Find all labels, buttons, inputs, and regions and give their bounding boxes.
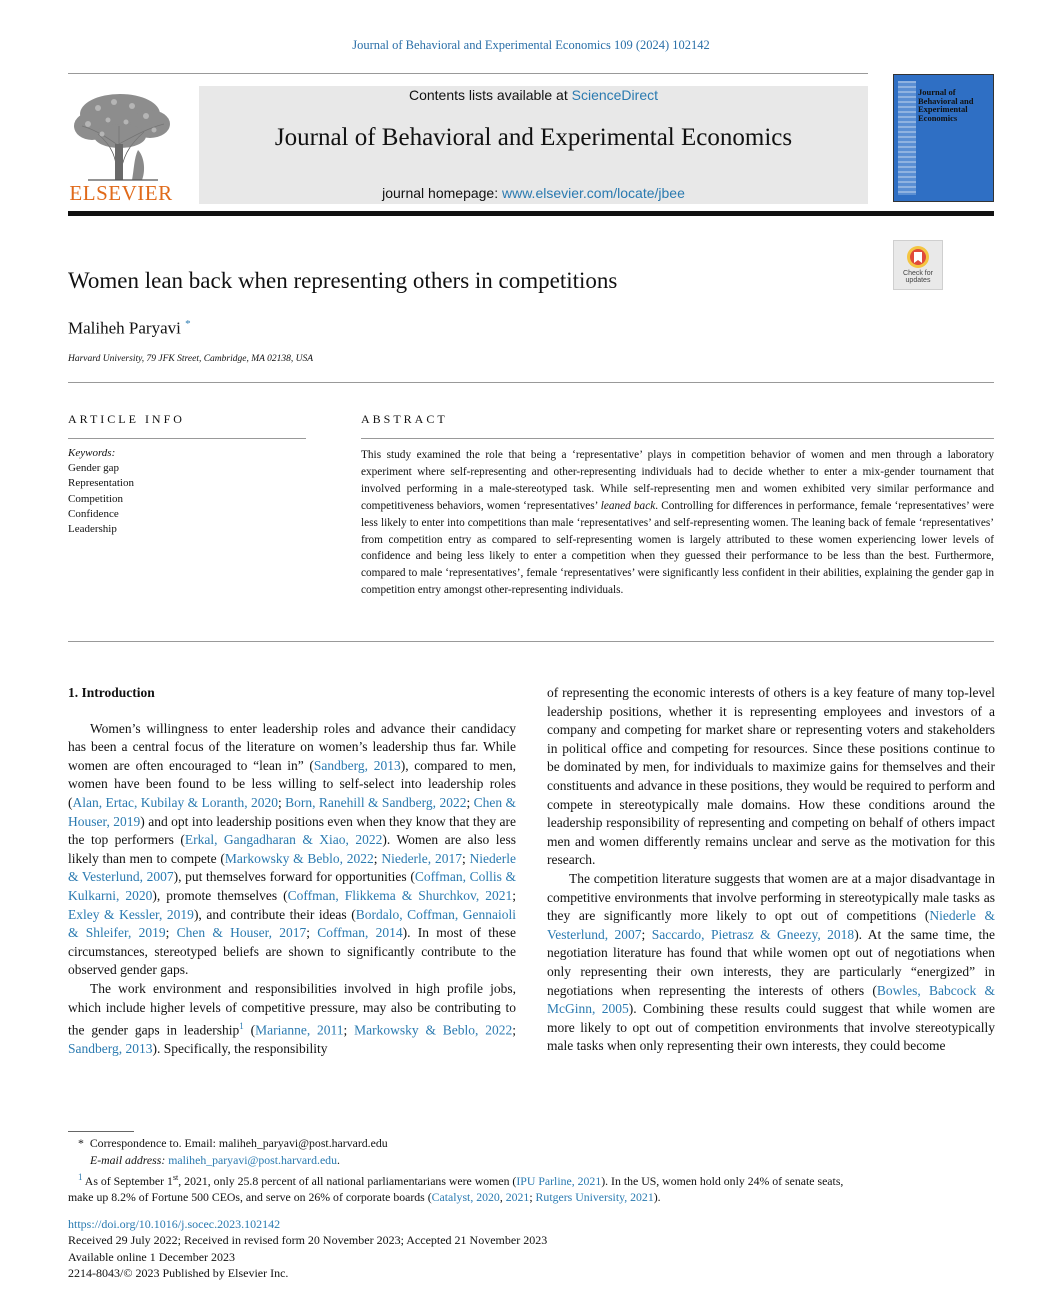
footnote-1-continued: make up 8.2% of Fortune 500 CEOs, and serve on 26% of corporate boards (Catalyst, 2020, 2021; Rutgers University, 2021). [68,1190,661,1205]
intro-paragraph-3: of representing the economic interests of others is a key feature of many top-level leadership positions, whether it is representing employees and investors of a company and competing for market share or representing voters and stakeholders in political office and competing for resources. Since these positions continue to be dominated by men, for individuals to maximize gains for themselves and their constituents and advance in these positions, they would be required to perform and compete in stereotypically male domains. How these conditions around the leadership responsibility of representing and competing on behalf of others impact men and women differently remains unclear and serve as the motivation for this research. [547,685,995,868]
citation-link[interactable]: Niederle, 2017 [381,850,462,866]
keywords-label: Keywords: [68,447,116,459]
keyword: Gender gap [68,462,120,475]
footnote-rule [68,1131,134,1132]
abstract-heading: ABSTRACT [361,412,448,426]
citation-link[interactable]: Coffman, 2014 [317,925,403,941]
keyword: Confidence [68,507,119,520]
abstract-text: This study examined the role that being a ‘representative’ plays in competition behavior of women and men through a laboratory experiment where self-representing and other-representing individuals had to decide whether to enter a mix-gender tournament that involved performing in a male-stereotyped task. While self-representing men and women exhibited very similar performance and competitiveness behaviors, women ‘representatives’ leaned back. Controlling for differences in performance, female ‘representatives’ were less likely to enter into competitions than male ‘representatives’ and self-representing women. The leaning back of female ‘representatives’ from competition entry as compared to self-representing women is largely attributed to these women experiencing lower levels of confidence and being less likely to enter a competition when they guessed their performance to be less than the best. Furthermore, compared to male ‘representatives’, female ‘representatives’ were significantly less confident in their abilities, explaining the gender gap in competition entry amongst other-representing individuals. [361,449,995,597]
check-updates-icon [905,244,931,270]
citation-link[interactable]: Sandberg, 2013 [68,1041,153,1057]
author-correspondence-mark[interactable]: * [185,318,191,330]
citation-link[interactable]: Alan, Ertac, Kubilay & Loranth, 2020 [72,794,279,810]
cover-title: Journal of Behavioral and Experimental Economics [918,87,974,123]
citation-link[interactable]: Niederle & Vesterlund, 2007 [547,908,995,942]
keyword: Leadership [68,523,117,536]
citation-link[interactable]: Markowsky & Beblo, 2022 [354,1022,513,1038]
journal-title: Journal of Behavioral and Experimental Economics [274,124,793,151]
body-column-right [547,684,995,1056]
footnote-email: E-mail address: maliheh_paryavi@post.harvard.edu. [90,1152,340,1167]
keyword: Competition [68,492,123,505]
footnotes [68,1135,994,1206]
copyright-line: 2214-8043/© 2023 Published by Elsevier Inc. [68,1265,289,1280]
citation-link[interactable]: Bordalo, Coffman, Gennaioli & Shleifer, 2019 [68,906,517,941]
journal-homepage-line: journal homepage: www.elsevier.com/locate/jbee [382,185,685,201]
article-info-rule [68,438,306,439]
citation-link[interactable]: Coffman, Collis & Kulkarni, 2020 [68,869,516,903]
intro-paragraph-4: The competition literature suggests that women are at a major disadvantage in competitive environments that involve performing in stereotypically male tasks as they are significantly more likely to opt out of competitions (Niederle & Vesterlund, 2007; Saccardo, Pietrasz & Gneezy, 2018). At the same time, the negotiation literature has found that while women opt out of negotiations when only representing their own interests, they are particularly “energized” in negotiations when representing the interests of others (Bowles, Babcock & McGinn, 2005). Combining these results could suggest that while women are more likely to opt out of competition environments that involve stereotypically male tasks when only representing their own interests, they could become [547,870,996,1054]
author-affiliation: Harvard University, 79 JFK Street, Cambridge, MA 02138, USA [68,354,314,364]
article-info-heading: ARTICLE INFO [68,412,185,426]
email-link[interactable]: maliheh_paryavi@post.harvard.edu [168,1152,337,1167]
masthead-top-rule [68,73,868,74]
received-dates: Received 29 July 2022; Received in revised form 20 November 2023; Accepted 21 November 2023 [68,1233,548,1248]
journal-cover-thumbnail[interactable] [893,74,994,202]
citation-link[interactable]: Exley & Kessler, 2019 [68,906,194,922]
citation-link[interactable]: Saccardo, Pietrasz & Gneezy, 2018 [651,926,855,942]
citation-link[interactable]: Erkal, Gangadharan & Xiao, 2022 [184,832,383,848]
citation-link[interactable]: Chen & Houser, 2017 [176,925,307,941]
divider [68,382,994,383]
article-title: Women lean back when representing others in competitions [68,268,618,293]
intro-paragraph-2: The work environment and responsibilities involved in high profile jobs, which include higher levels of competitive pressure, may also be contributing to the gender gaps in leadership$^1$ (Marianne, 2011; Markowsky & Beblo, 2022; Sandberg, 2013). Specifically, the responsibility [68,980,516,1057]
citation-link[interactable]: Catalyst, 2020 [431,1190,500,1205]
footnote-1: $^1$ As of September 1st, 2021, only 25.8 percent of all national parliamentarians were women (IPU Parline, 2021). In the US, women hold only 24% of senate seats, [78,1171,844,1188]
citation-link[interactable]: Marianne, 2011 [255,1022,344,1038]
citation-link[interactable]: Niederle & Vesterlund, 2007 [68,850,516,885]
citation-link[interactable]: 2021 [505,1190,530,1205]
footnote-marker[interactable]: 1 [239,1021,244,1032]
elsevier-wordmark[interactable]: ELSEVIER [69,181,173,205]
masthead-thick-rule [68,211,994,216]
doi-link[interactable]: https://doi.org/10.1016/j.socec.2023.102142 [68,1217,281,1231]
keyword: Representation [68,477,134,490]
check-updates-line1: Check for [903,270,933,277]
section-heading-introduction: 1. Introduction [68,685,155,700]
cover-pattern [898,81,916,195]
citation-link[interactable]: Markowsky & Beblo, 2022 [224,850,374,866]
citation-link[interactable]: Coffman, Flikkema & Shurchkov, 2021 [287,887,513,903]
body-column-left [68,684,516,1059]
author [68,318,191,339]
running-header[interactable]: Journal of Behavioral and Experimental Economics 109 (2024) 102142 [352,38,710,52]
abstract-emphasis: leaned back [600,499,656,512]
citation-link[interactable]: Bowles, Babcock & McGinn, 2005 [547,982,996,1017]
citation-link[interactable]: Chen & Houser, 2019 [68,794,516,829]
footnote-marker[interactable]: 1 [78,1171,83,1182]
footnote-correspondence: * Correspondence to. Email: maliheh_paryavi@post.harvard.edu [78,1136,388,1150]
sciencedirect-link[interactable]: ScienceDirect [571,87,658,103]
available-online-date: Available online 1 December 2023 [68,1249,236,1264]
article-history [68,1216,547,1281]
citation-link[interactable]: Rutgers University, 2021 [535,1190,654,1205]
keywords-list [68,446,306,537]
contents-available-line: Contents lists available at ScienceDirect [408,87,658,103]
journal-homepage-link[interactable]: www.elsevier.com/locate/jbee [502,185,685,201]
ordinal-suffix: st [172,1172,179,1182]
citation-link[interactable]: IPU Parline, 2021 [516,1173,602,1188]
citation-link[interactable]: Born, Ranehill & Sandberg, 2022 [285,794,467,810]
author-name: Maliheh Paryavi [68,318,181,338]
check-for-updates-button[interactable] [893,240,943,290]
check-updates-line2: updates [905,277,931,284]
divider [68,641,994,642]
citation-link[interactable]: Sandberg, 2013 [313,757,401,773]
abstract-rule [361,438,994,439]
intro-paragraph-1: Women’s willingness to enter leadership roles and advance their candidacy has been a central focus of the literature on women’s leadership thus far. While women are often encouraged to “lean in” (Sandberg, 2013), compared to men, women have been found to be less willing to self-select into leadership roles (Alan, Ertac, Kubilay & Loranth, 2020; Born, Ranehill & Sandberg, 2022; Chen & Houser, 2019) and opt into leadership positions even when they know that they are the top performers (Erkal, Gangadharan & Xiao, 2022). Women are also less likely than men to compete (Markowsky & Beblo, 2022; Niederle, 2017; Niederle & Vesterlund, 2007), put themselves forward for opportunities (Coffman, Collis & Kulkarni, 2020), promote themselves (Coffman, Flikkema & Shurchkov, 2021; Exley & Kessler, 2019), and contribute their ideas (Bordalo, Coffman, Gennaioli & Shleifer, 2019; Chen & Houser, 2017; Coffman, 2014). In most of these circumstances, stereotyped beliefs are shown to significantly contribute to the observed gender gaps. [68,720,517,978]
